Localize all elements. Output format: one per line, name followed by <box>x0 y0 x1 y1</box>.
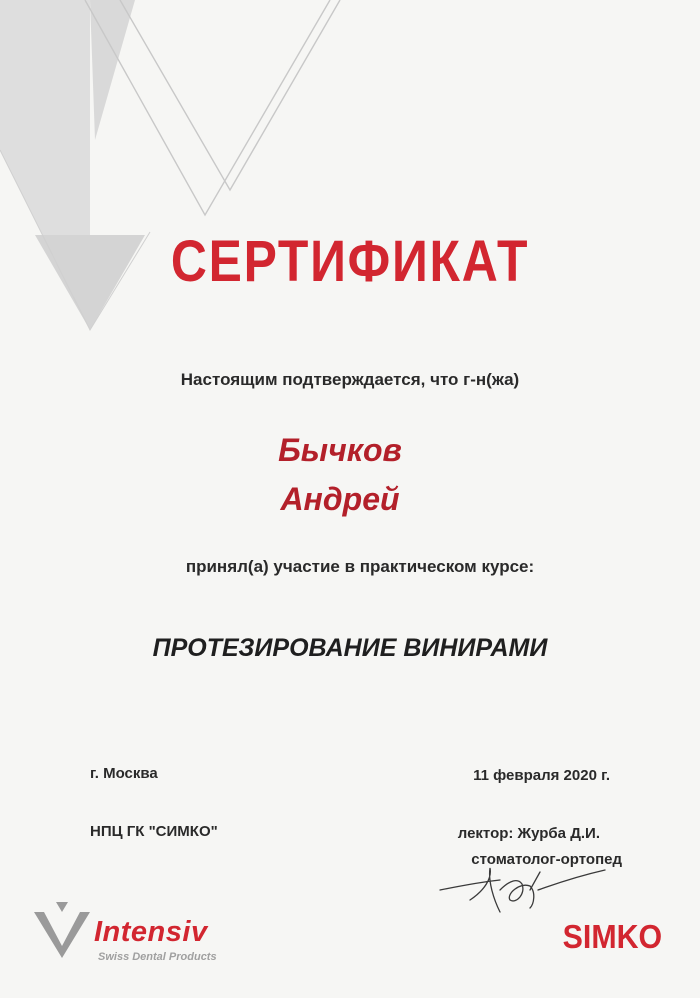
certificate-title: СЕРТИФИКАТ <box>170 229 530 294</box>
recipient-surname: Бычков <box>278 432 402 468</box>
intensiv-logo-text: Intensiv <box>94 916 208 948</box>
lecturer-specialty: стоматолог-ортопед <box>471 851 622 868</box>
recipient-first-name: Андрей <box>280 481 400 517</box>
intensiv-logo-mark <box>30 900 94 960</box>
lecturer: лектор: Журба Д.И. <box>457 825 600 842</box>
issue-date: 11 февраля 2020 г. <box>473 767 610 784</box>
intro-text: Настоящим подтверждается, что г-н(жа) <box>180 370 520 389</box>
lecturer-signature <box>430 860 620 920</box>
participation-text: принял(а) участие в практическом курсе: <box>185 557 535 576</box>
simko-logo: SIMKO <box>562 918 662 955</box>
city: г. Москва <box>90 765 158 782</box>
course-title: ПРОТЕЗИРОВАНИЕ ВИНИРАМИ <box>152 634 548 662</box>
intensiv-tagline: Swiss Dental Products <box>98 951 217 963</box>
organization: НПЦ ГК "СИМКО" <box>90 823 218 840</box>
